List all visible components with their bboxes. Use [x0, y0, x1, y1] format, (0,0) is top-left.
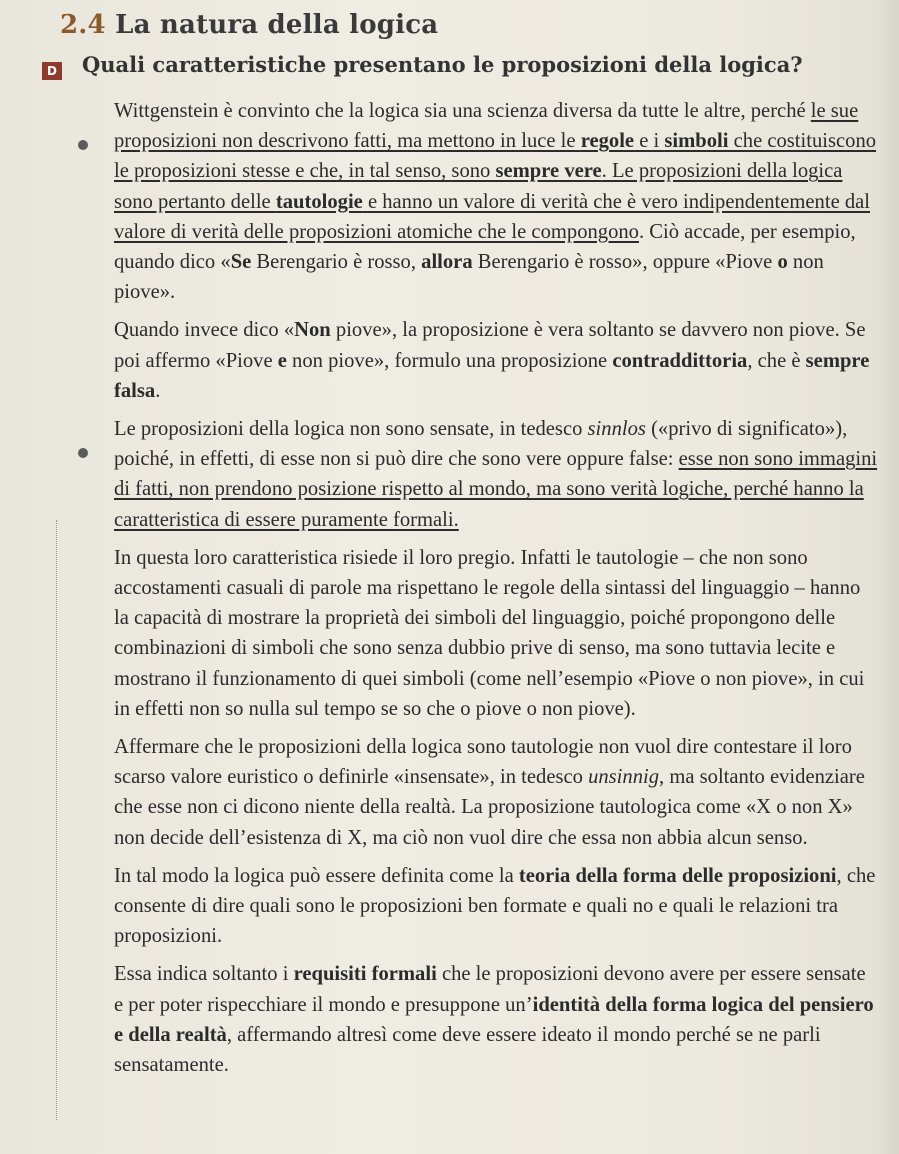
section-number: 2.4 — [60, 10, 106, 40]
section-heading — [60, 10, 438, 40]
paragraph-7: Essa indica soltanto i requisiti formali che le proposizioni devono avere per essere sensate e per poter rispecchiare il mondo e presuppone un’identità della forma logica del pensiero e della realtà, affermando altresì come deve essere ideato il mondo perché se ne parli sensatamente. — [114, 963, 874, 1077]
paragraph-6: In tal modo la logica può essere definita come la teoria della forma delle proposizioni, che consente di dire quali sono le proposizioni ben formate e quali no e quali le relazioni tra proposizioni. — [114, 864, 876, 948]
question-badge: D — [42, 62, 62, 80]
paragraph-2: Quando invece dico «Non piove», la proposizione è vera soltanto se davvero non piove. Se poi affermo «Piove e non piove», formulo una proposizione contraddittoria, che è sempre falsa. — [114, 319, 870, 402]
page-edge-shadow — [877, 0, 899, 1154]
body-text — [114, 96, 879, 1088]
margin-bullet-1 — [78, 140, 88, 150]
paragraph-5: Affermare che le proposizioni della logica sono tautologie non vuol dire contestare il loro scarso valore euristico o definirle «insensate», in tedesco unsinnig, ma soltanto evidenziare che esse non ci dicono niente della realtà. La proposizione tautologica come «X o non X» non decide dell’esistenza di X, ma ciò non vuol dire che essa non abbia alcun senso. — [114, 736, 865, 849]
paragraph-3: Le proposizioni della logica non sono sensate, in tedesco sinnlos («privo di significato»), poiché, in effetti, di esse non si può dire che sono vere oppure false: esse non sono immagini di fatti, non prendono posizione rispetto al mondo, ma sono verità logiche, perché hanno la caratteristica di essere puramente formali. — [114, 418, 878, 531]
section-title-text: La natura della logica — [115, 10, 439, 40]
margin-bullet-2 — [78, 448, 88, 458]
margin-dotted-line — [56, 520, 57, 1120]
paragraph-1: Wittgenstein è convinto che la logica sia una scienza diversa da tutte le altre, perché le sue proposizioni non descrivono fatti, ma mettono in luce le regole e i simboli che costituiscono le proposizioni stesse e che, in tal senso, sono sempre vere. Le proposizioni della logica sono pertanto delle tautologie e hanno un valore di verità che è vero indipendentemente dal valore di verità delle proposizioni atomiche che le compongono. Ciò accade, per esempio, quando dico «Se Berengario è rosso, allora Berengario è rosso», oppure «Piove o non piove». — [114, 100, 877, 304]
question-heading: Quali caratteristiche presentano le proposizioni della logica? — [82, 52, 803, 77]
paragraph-4: In questa loro caratteristica risiede il loro pregio. Infatti le tautologie – che non sono accostamenti casuali di parole ma rispettano le regole della sintassi del linguaggio – hanno la capacità di mostrare la proprietà dei simboli del linguaggio, poiché propongono delle combinazioni di simboli che sono senza dubbio prive di senso, ma sono tuttavia lecite e mostrano il funzionamento di quei simboli (come nell’esempio «Piove o non piove», in cui in effetti non so nulla sul tempo se so che o piove o non piove). — [114, 546, 865, 720]
